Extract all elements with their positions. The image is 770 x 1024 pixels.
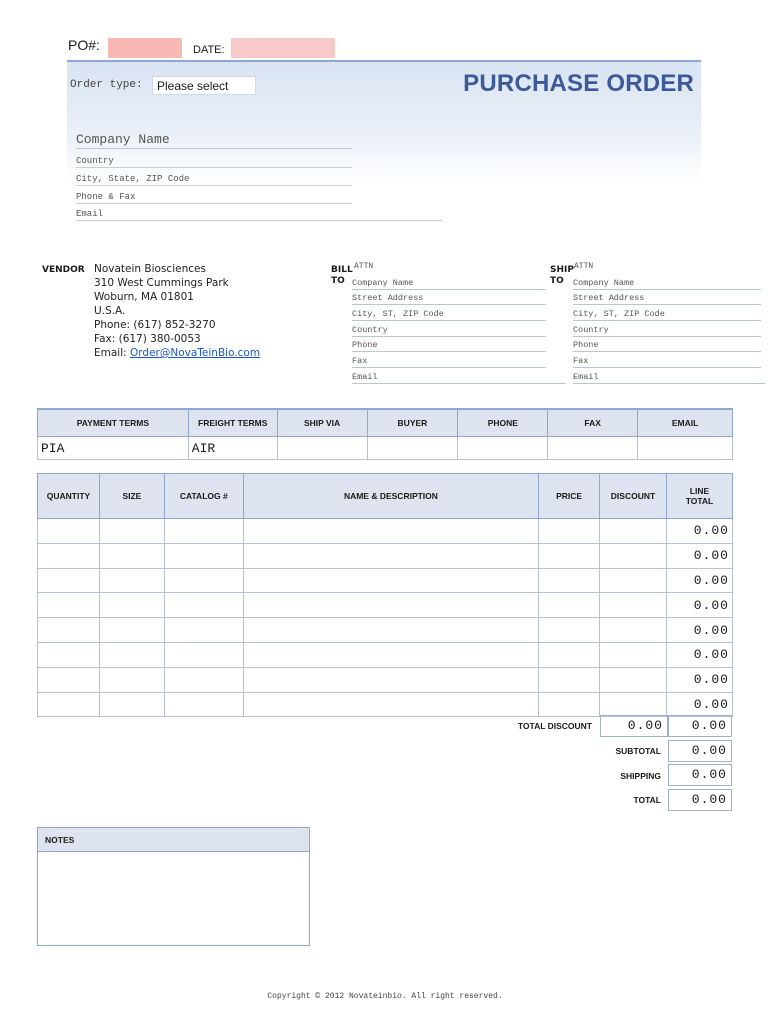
discount-cell[interactable] xyxy=(600,593,667,618)
email-cell[interactable] xyxy=(638,437,733,460)
ship-to-street[interactable]: Street Address xyxy=(573,293,761,305)
buyer-header: BUYER xyxy=(367,409,458,437)
order-type-label: Order type: xyxy=(70,79,143,91)
ship-to-label xyxy=(550,265,574,287)
price-cell[interactable] xyxy=(539,618,600,643)
quantity-cell[interactable] xyxy=(38,667,100,692)
vendor-name: Novatein Biosciences xyxy=(94,263,206,275)
line-total-cell: 0.00 xyxy=(666,692,732,717)
fax-header: FAX xyxy=(548,409,638,437)
description-header: NAME & DESCRIPTION xyxy=(243,474,538,519)
line-total-cell: 0.00 xyxy=(666,618,732,643)
discount-cell[interactable] xyxy=(600,692,667,717)
line-total-cell: 0.00 xyxy=(666,667,732,692)
bill-to-country[interactable]: Country xyxy=(352,325,546,337)
line-total-cell: 0.00 xyxy=(666,543,732,568)
terms-table xyxy=(37,408,733,460)
line-total-cell: 0.00 xyxy=(666,568,732,593)
catalog-cell[interactable] xyxy=(164,593,243,618)
table-row xyxy=(38,642,733,667)
vendor-email-link[interactable]: Order@NovaTeinBio.com xyxy=(130,347,261,359)
bill-to-company[interactable]: Company Name xyxy=(352,278,546,290)
fax-cell[interactable] xyxy=(548,437,638,460)
catalog-header: CATALOG # xyxy=(164,474,243,519)
description-cell[interactable] xyxy=(243,692,538,717)
bill-to-phone[interactable]: Phone xyxy=(352,340,546,352)
description-cell[interactable] xyxy=(243,593,538,618)
price-cell[interactable] xyxy=(539,667,600,692)
discount-cell[interactable] xyxy=(600,543,667,568)
price-cell[interactable] xyxy=(539,593,600,618)
table-row xyxy=(38,667,733,692)
total-discount-line: 0.00 xyxy=(668,715,732,737)
catalog-cell[interactable] xyxy=(164,543,243,568)
vendor-street: 310 West Cummings Park xyxy=(94,277,229,289)
order-type-select[interactable]: Please select xyxy=(152,76,256,95)
discount-cell[interactable] xyxy=(600,667,667,692)
ship-to-email[interactable]: Email xyxy=(573,372,765,384)
description-cell[interactable] xyxy=(243,667,538,692)
description-cell[interactable] xyxy=(243,543,538,568)
table-row xyxy=(38,543,733,568)
description-cell[interactable] xyxy=(243,618,538,643)
catalog-cell[interactable] xyxy=(164,667,243,692)
vendor-email-prefix: Email: xyxy=(94,347,131,359)
table-row xyxy=(38,519,733,544)
freight-terms-header: FREIGHT TERMS xyxy=(188,409,277,437)
shipping-label: SHIPPING xyxy=(620,771,661,781)
quantity-cell[interactable] xyxy=(38,568,100,593)
catalog-cell[interactable] xyxy=(164,618,243,643)
quantity-cell[interactable] xyxy=(38,692,100,717)
ship-to-city[interactable]: City, ST, ZIP Code xyxy=(573,309,761,321)
description-cell[interactable] xyxy=(243,642,538,667)
vendor-email-row xyxy=(94,347,260,359)
line-total-cell: 0.00 xyxy=(666,593,732,618)
discount-header: DISCOUNT xyxy=(600,474,667,519)
bill-to-label xyxy=(331,265,353,287)
company-city-field[interactable]: City, State, ZIP Code xyxy=(76,174,352,186)
buyer-cell[interactable] xyxy=(367,437,458,460)
size-cell[interactable] xyxy=(99,642,164,667)
table-row xyxy=(38,692,733,717)
bill-to-label-2: TO xyxy=(331,276,345,286)
quantity-cell[interactable] xyxy=(38,642,100,667)
ship-to-country[interactable]: Country xyxy=(573,325,761,337)
table-row xyxy=(38,568,733,593)
size-cell[interactable] xyxy=(99,593,164,618)
subtotal-value: 0.00 xyxy=(668,740,732,762)
bill-to-attn[interactable]: ATTN xyxy=(354,262,374,271)
catalog-cell[interactable] xyxy=(164,519,243,544)
terms-header-row xyxy=(38,409,733,437)
price-header: PRICE xyxy=(539,474,600,519)
ship-to-attn[interactable]: ATTN xyxy=(574,262,594,271)
discount-cell[interactable] xyxy=(600,568,667,593)
bill-to-street[interactable]: Street Address xyxy=(352,293,546,305)
bill-to-fax[interactable]: Fax xyxy=(352,356,546,368)
ship-via-cell[interactable] xyxy=(277,437,367,460)
catalog-cell[interactable] xyxy=(164,692,243,717)
company-email-field[interactable]: Email xyxy=(76,209,442,221)
company-country-field[interactable]: Country xyxy=(76,156,352,168)
line-total-header: LINE TOTAL xyxy=(666,474,732,519)
quantity-cell[interactable] xyxy=(38,618,100,643)
date-label: DATE: xyxy=(193,44,225,56)
freight-terms-cell[interactable]: AIR xyxy=(188,437,277,460)
vendor-label: VENDOR xyxy=(42,265,85,275)
line-total-cell: 0.00 xyxy=(666,519,732,544)
bill-to-email[interactable]: Email xyxy=(352,372,566,384)
vendor-country: U.S.A. xyxy=(94,305,126,317)
notes-box xyxy=(37,827,310,946)
catalog-cell[interactable] xyxy=(164,642,243,667)
discount-cell[interactable] xyxy=(600,618,667,643)
line-total-cell: 0.00 xyxy=(666,642,732,667)
ship-to-fax[interactable]: Fax xyxy=(573,356,761,368)
price-cell[interactable] xyxy=(539,568,600,593)
vendor-city: Woburn, MA 01801 xyxy=(94,291,194,303)
total-label: TOTAL xyxy=(633,795,661,805)
quantity-cell[interactable] xyxy=(38,543,100,568)
payment-terms-header: PAYMENT TERMS xyxy=(38,409,189,437)
quantity-cell[interactable] xyxy=(38,593,100,618)
size-cell[interactable] xyxy=(99,519,164,544)
catalog-cell[interactable] xyxy=(164,568,243,593)
company-phone-fax-field[interactable]: Phone & Fax xyxy=(76,192,352,204)
description-cell[interactable] xyxy=(243,519,538,544)
bill-to-city[interactable]: City, ST, ZIP Code xyxy=(352,309,546,321)
ship-to-label-2: TO xyxy=(550,276,564,286)
quantity-cell[interactable] xyxy=(38,519,100,544)
total-value: 0.00 xyxy=(668,789,732,811)
company-name-field[interactable]: Company Name xyxy=(76,132,352,149)
size-cell[interactable] xyxy=(99,618,164,643)
discount-cell[interactable] xyxy=(600,642,667,667)
notes-label: NOTES xyxy=(38,828,309,852)
total-discount-value: 0.00 xyxy=(600,715,668,737)
copyright: Copyright © 2012 Novateinbio. All right reserved. xyxy=(267,992,503,1001)
size-cell[interactable] xyxy=(99,692,164,717)
table-row xyxy=(38,618,733,643)
email-header: EMAIL xyxy=(638,409,733,437)
size-cell[interactable] xyxy=(99,568,164,593)
ship-via-header: SHIP VIA xyxy=(277,409,367,437)
size-header: SIZE xyxy=(99,474,164,519)
date-input[interactable] xyxy=(231,38,335,58)
ship-to-company[interactable]: Company Name xyxy=(573,278,761,290)
price-cell[interactable] xyxy=(539,692,600,717)
phone-header: PHONE xyxy=(458,409,548,437)
description-cell[interactable] xyxy=(243,568,538,593)
price-cell[interactable] xyxy=(539,543,600,568)
po-number-input[interactable] xyxy=(108,38,182,58)
phone-cell[interactable] xyxy=(458,437,548,460)
ship-to-phone[interactable]: Phone xyxy=(573,340,761,352)
vendor-fax: Fax: (617) 380-0053 xyxy=(94,333,201,345)
bill-label: BILL xyxy=(331,265,353,275)
size-cell[interactable] xyxy=(99,667,164,692)
ship-label: SHIP xyxy=(550,265,574,275)
shipping-value[interactable]: 0.00 xyxy=(668,764,732,786)
po-label: PO#: xyxy=(68,37,100,53)
price-cell[interactable] xyxy=(539,642,600,667)
size-cell[interactable] xyxy=(99,543,164,568)
quantity-header: QUANTITY xyxy=(38,474,100,519)
page-title: PURCHASE ORDER xyxy=(463,70,694,97)
terms-value-row xyxy=(38,437,733,460)
price-cell[interactable] xyxy=(539,519,600,544)
total-discount-label: TOTAL DISCOUNT xyxy=(517,721,592,731)
line-items-table xyxy=(37,473,733,717)
vendor-phone: Phone: (617) 852-3270 xyxy=(94,319,216,331)
items-header-row xyxy=(38,474,733,519)
notes-input[interactable] xyxy=(38,852,309,954)
discount-cell[interactable] xyxy=(600,519,667,544)
table-row xyxy=(38,593,733,618)
payment-terms-cell[interactable]: PIA xyxy=(38,437,189,460)
subtotal-label: SUBTOTAL xyxy=(615,746,661,756)
